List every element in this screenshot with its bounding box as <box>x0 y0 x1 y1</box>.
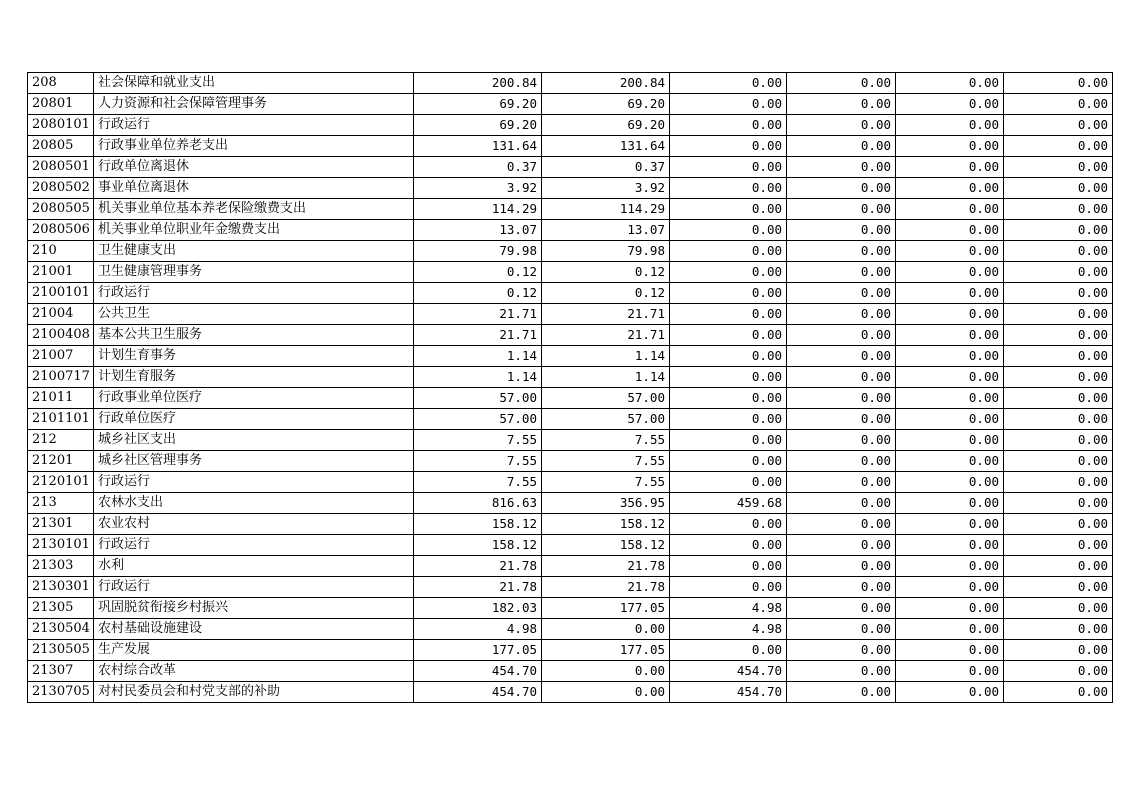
col-5-cell: 0.00 <box>896 304 1004 325</box>
col-5-cell: 0.00 <box>896 556 1004 577</box>
table-row <box>28 388 1113 409</box>
subject-name-cell: 生产发展 <box>94 640 414 661</box>
subject-code-cell: 2080502 <box>28 178 94 199</box>
total-cell: 158.12 <box>414 535 542 556</box>
total-cell: 114.29 <box>414 199 542 220</box>
col-6-cell: 0.00 <box>1004 682 1113 703</box>
table-row <box>28 283 1113 304</box>
subject-code-cell: 21007 <box>28 346 94 367</box>
table-row <box>28 535 1113 556</box>
col-2-cell: 7.55 <box>542 451 670 472</box>
table-row <box>28 115 1113 136</box>
col-6-cell: 0.00 <box>1004 115 1113 136</box>
col-4-cell: 0.00 <box>787 94 896 115</box>
col-2-cell: 57.00 <box>542 409 670 430</box>
col-4-cell: 0.00 <box>787 409 896 430</box>
col-3-cell: 0.00 <box>670 304 787 325</box>
col-6-cell: 0.00 <box>1004 178 1113 199</box>
subject-name-cell: 农村综合改革 <box>94 661 414 682</box>
subject-code-cell: 2080101 <box>28 115 94 136</box>
col-5-cell: 0.00 <box>896 94 1004 115</box>
col-4-cell: 0.00 <box>787 598 896 619</box>
col-4-cell: 0.00 <box>787 199 896 220</box>
col-6-cell: 0.00 <box>1004 325 1113 346</box>
col-3-cell: 0.00 <box>670 535 787 556</box>
subject-code-cell: 2130504 <box>28 619 94 640</box>
subject-code-cell: 20805 <box>28 136 94 157</box>
budget-expenditure-table <box>27 72 1113 703</box>
subject-name-cell: 公共卫生 <box>94 304 414 325</box>
col-3-cell: 0.00 <box>670 73 787 94</box>
col-2-cell: 0.00 <box>542 619 670 640</box>
col-2-cell: 79.98 <box>542 241 670 262</box>
col-2-cell: 200.84 <box>542 73 670 94</box>
subject-name-cell: 计划生育服务 <box>94 367 414 388</box>
table-row <box>28 619 1113 640</box>
col-5-cell: 0.00 <box>896 157 1004 178</box>
col-5-cell: 0.00 <box>896 73 1004 94</box>
total-cell: 79.98 <box>414 241 542 262</box>
subject-name-cell: 巩固脱贫衔接乡村振兴 <box>94 598 414 619</box>
col-6-cell: 0.00 <box>1004 199 1113 220</box>
subject-name-cell: 事业单位离退休 <box>94 178 414 199</box>
total-cell: 21.78 <box>414 556 542 577</box>
col-3-cell: 454.70 <box>670 661 787 682</box>
col-6-cell: 0.00 <box>1004 535 1113 556</box>
total-cell: 21.78 <box>414 577 542 598</box>
subject-code-cell: 21303 <box>28 556 94 577</box>
col-3-cell: 0.00 <box>670 409 787 430</box>
col-2-cell: 57.00 <box>542 388 670 409</box>
col-3-cell: 4.98 <box>670 619 787 640</box>
col-2-cell: 0.00 <box>542 682 670 703</box>
col-2-cell: 69.20 <box>542 115 670 136</box>
total-cell: 3.92 <box>414 178 542 199</box>
col-6-cell: 0.00 <box>1004 577 1113 598</box>
col-4-cell: 0.00 <box>787 577 896 598</box>
col-5-cell: 0.00 <box>896 430 1004 451</box>
col-5-cell: 0.00 <box>896 535 1004 556</box>
subject-name-cell: 卫生健康管理事务 <box>94 262 414 283</box>
col-5-cell: 0.00 <box>896 409 1004 430</box>
table-row <box>28 304 1113 325</box>
col-4-cell: 0.00 <box>787 493 896 514</box>
subject-code-cell: 2130101 <box>28 535 94 556</box>
total-cell: 1.14 <box>414 367 542 388</box>
col-3-cell: 0.00 <box>670 178 787 199</box>
col-4-cell: 0.00 <box>787 304 896 325</box>
col-6-cell: 0.00 <box>1004 136 1113 157</box>
col-2-cell: 21.71 <box>542 304 670 325</box>
col-5-cell: 0.00 <box>896 472 1004 493</box>
total-cell: 7.55 <box>414 430 542 451</box>
col-3-cell: 0.00 <box>670 199 787 220</box>
col-5-cell: 0.00 <box>896 577 1004 598</box>
col-4-cell: 0.00 <box>787 136 896 157</box>
subject-code-cell: 213 <box>28 493 94 514</box>
col-6-cell: 0.00 <box>1004 367 1113 388</box>
table-row <box>28 94 1113 115</box>
subject-name-cell: 行政运行 <box>94 283 414 304</box>
col-3-cell: 4.98 <box>670 598 787 619</box>
subject-code-cell: 21011 <box>28 388 94 409</box>
subject-code-cell: 2101101 <box>28 409 94 430</box>
table-row <box>28 157 1113 178</box>
table-row <box>28 493 1113 514</box>
col-3-cell: 0.00 <box>670 514 787 535</box>
col-6-cell: 0.00 <box>1004 451 1113 472</box>
col-3-cell: 0.00 <box>670 451 787 472</box>
table-row <box>28 178 1113 199</box>
col-3-cell: 0.00 <box>670 136 787 157</box>
col-6-cell: 0.00 <box>1004 619 1113 640</box>
col-2-cell: 177.05 <box>542 640 670 661</box>
total-cell: 21.71 <box>414 325 542 346</box>
col-3-cell: 0.00 <box>670 430 787 451</box>
col-4-cell: 0.00 <box>787 472 896 493</box>
subject-code-cell: 212 <box>28 430 94 451</box>
budget-table-container <box>27 72 1113 703</box>
col-2-cell: 158.12 <box>542 535 670 556</box>
col-5-cell: 0.00 <box>896 115 1004 136</box>
table-row <box>28 262 1113 283</box>
col-4-cell: 0.00 <box>787 535 896 556</box>
total-cell: 0.37 <box>414 157 542 178</box>
col-3-cell: 454.70 <box>670 682 787 703</box>
col-3-cell: 0.00 <box>670 241 787 262</box>
subject-code-cell: 2100408 <box>28 325 94 346</box>
subject-code-cell: 21307 <box>28 661 94 682</box>
subject-name-cell: 行政单位医疗 <box>94 409 414 430</box>
table-row <box>28 409 1113 430</box>
col-3-cell: 0.00 <box>670 388 787 409</box>
subject-name-cell: 社会保障和就业支出 <box>94 73 414 94</box>
col-6-cell: 0.00 <box>1004 304 1113 325</box>
col-4-cell: 0.00 <box>787 262 896 283</box>
subject-code-cell: 208 <box>28 73 94 94</box>
col-6-cell: 0.00 <box>1004 640 1113 661</box>
col-6-cell: 0.00 <box>1004 661 1113 682</box>
col-3-cell: 459.68 <box>670 493 787 514</box>
table-row <box>28 577 1113 598</box>
total-cell: 131.64 <box>414 136 542 157</box>
col-2-cell: 21.78 <box>542 556 670 577</box>
col-3-cell: 0.00 <box>670 283 787 304</box>
table-row <box>28 136 1113 157</box>
table-row <box>28 598 1113 619</box>
subject-name-cell: 人力资源和社会保障管理事务 <box>94 94 414 115</box>
table-row <box>28 514 1113 535</box>
col-4-cell: 0.00 <box>787 73 896 94</box>
col-6-cell: 0.00 <box>1004 472 1113 493</box>
col-4-cell: 0.00 <box>787 325 896 346</box>
col-3-cell: 0.00 <box>670 556 787 577</box>
col-6-cell: 0.00 <box>1004 73 1113 94</box>
table-row <box>28 682 1113 703</box>
col-2-cell: 69.20 <box>542 94 670 115</box>
subject-code-cell: 21004 <box>28 304 94 325</box>
col-3-cell: 0.00 <box>670 472 787 493</box>
table-row <box>28 640 1113 661</box>
col-3-cell: 0.00 <box>670 157 787 178</box>
col-6-cell: 0.00 <box>1004 346 1113 367</box>
col-5-cell: 0.00 <box>896 136 1004 157</box>
table-row <box>28 241 1113 262</box>
col-3-cell: 0.00 <box>670 325 787 346</box>
col-4-cell: 0.00 <box>787 178 896 199</box>
table-row <box>28 451 1113 472</box>
subject-code-cell: 2120101 <box>28 472 94 493</box>
col-4-cell: 0.00 <box>787 157 896 178</box>
table-row <box>28 73 1113 94</box>
subject-name-cell: 行政运行 <box>94 577 414 598</box>
col-5-cell: 0.00 <box>896 241 1004 262</box>
total-cell: 0.12 <box>414 283 542 304</box>
col-4-cell: 0.00 <box>787 661 896 682</box>
col-5-cell: 0.00 <box>896 619 1004 640</box>
col-5-cell: 0.00 <box>896 493 1004 514</box>
col-2-cell: 177.05 <box>542 598 670 619</box>
col-4-cell: 0.00 <box>787 430 896 451</box>
col-2-cell: 21.71 <box>542 325 670 346</box>
col-4-cell: 0.00 <box>787 640 896 661</box>
table-row <box>28 199 1113 220</box>
subject-code-cell: 21301 <box>28 514 94 535</box>
col-5-cell: 0.00 <box>896 199 1004 220</box>
table-row <box>28 220 1113 241</box>
col-4-cell: 0.00 <box>787 115 896 136</box>
subject-code-cell: 210 <box>28 241 94 262</box>
col-6-cell: 0.00 <box>1004 94 1113 115</box>
subject-code-cell: 21305 <box>28 598 94 619</box>
col-6-cell: 0.00 <box>1004 409 1113 430</box>
col-5-cell: 0.00 <box>896 598 1004 619</box>
col-2-cell: 3.92 <box>542 178 670 199</box>
total-cell: 158.12 <box>414 514 542 535</box>
subject-name-cell: 对村民委员会和村党支部的补助 <box>94 682 414 703</box>
col-4-cell: 0.00 <box>787 388 896 409</box>
col-4-cell: 0.00 <box>787 556 896 577</box>
subject-code-cell: 21001 <box>28 262 94 283</box>
col-6-cell: 0.00 <box>1004 556 1113 577</box>
col-2-cell: 158.12 <box>542 514 670 535</box>
total-cell: 57.00 <box>414 409 542 430</box>
col-6-cell: 0.00 <box>1004 283 1113 304</box>
col-5-cell: 0.00 <box>896 388 1004 409</box>
subject-name-cell: 卫生健康支出 <box>94 241 414 262</box>
total-cell: 200.84 <box>414 73 542 94</box>
col-4-cell: 0.00 <box>787 451 896 472</box>
col-6-cell: 0.00 <box>1004 388 1113 409</box>
subject-name-cell: 水利 <box>94 556 414 577</box>
col-5-cell: 0.00 <box>896 325 1004 346</box>
subject-name-cell: 城乡社区管理事务 <box>94 451 414 472</box>
col-5-cell: 0.00 <box>896 346 1004 367</box>
total-cell: 13.07 <box>414 220 542 241</box>
col-5-cell: 0.00 <box>896 682 1004 703</box>
col-6-cell: 0.00 <box>1004 514 1113 535</box>
table-row <box>28 430 1113 451</box>
table-row <box>28 472 1113 493</box>
col-2-cell: 7.55 <box>542 430 670 451</box>
total-cell: 177.05 <box>414 640 542 661</box>
total-cell: 454.70 <box>414 682 542 703</box>
total-cell: 4.98 <box>414 619 542 640</box>
col-2-cell: 0.12 <box>542 262 670 283</box>
col-6-cell: 0.00 <box>1004 493 1113 514</box>
subject-name-cell: 计划生育事务 <box>94 346 414 367</box>
subject-code-cell: 2130705 <box>28 682 94 703</box>
table-row <box>28 325 1113 346</box>
col-2-cell: 0.12 <box>542 283 670 304</box>
total-cell: 454.70 <box>414 661 542 682</box>
subject-code-cell: 2100717 <box>28 367 94 388</box>
col-6-cell: 0.00 <box>1004 262 1113 283</box>
col-5-cell: 0.00 <box>896 220 1004 241</box>
col-3-cell: 0.00 <box>670 367 787 388</box>
subject-code-cell: 21201 <box>28 451 94 472</box>
col-5-cell: 0.00 <box>896 661 1004 682</box>
subject-name-cell: 行政运行 <box>94 472 414 493</box>
col-4-cell: 0.00 <box>787 241 896 262</box>
col-3-cell: 0.00 <box>670 577 787 598</box>
col-4-cell: 0.00 <box>787 682 896 703</box>
subject-code-cell: 2130505 <box>28 640 94 661</box>
col-6-cell: 0.00 <box>1004 220 1113 241</box>
col-6-cell: 0.00 <box>1004 430 1113 451</box>
subject-name-cell: 机关事业单位基本养老保险缴费支出 <box>94 199 414 220</box>
total-cell: 1.14 <box>414 346 542 367</box>
total-cell: 69.20 <box>414 94 542 115</box>
total-cell: 21.71 <box>414 304 542 325</box>
col-3-cell: 0.00 <box>670 262 787 283</box>
col-3-cell: 0.00 <box>670 115 787 136</box>
col-2-cell: 0.00 <box>542 661 670 682</box>
subject-name-cell: 行政事业单位养老支出 <box>94 136 414 157</box>
table-row <box>28 556 1113 577</box>
col-4-cell: 0.00 <box>787 619 896 640</box>
table-row <box>28 346 1113 367</box>
subject-name-cell: 城乡社区支出 <box>94 430 414 451</box>
table-row <box>28 661 1113 682</box>
col-5-cell: 0.00 <box>896 178 1004 199</box>
subject-name-cell: 农林水支出 <box>94 493 414 514</box>
col-2-cell: 1.14 <box>542 367 670 388</box>
total-cell: 7.55 <box>414 472 542 493</box>
col-2-cell: 114.29 <box>542 199 670 220</box>
col-3-cell: 0.00 <box>670 346 787 367</box>
subject-name-cell: 行政单位离退休 <box>94 157 414 178</box>
col-5-cell: 0.00 <box>896 640 1004 661</box>
col-3-cell: 0.00 <box>670 94 787 115</box>
col-5-cell: 0.00 <box>896 514 1004 535</box>
table-row <box>28 367 1113 388</box>
col-6-cell: 0.00 <box>1004 598 1113 619</box>
subject-name-cell: 机关事业单位职业年金缴费支出 <box>94 220 414 241</box>
col-5-cell: 0.00 <box>896 367 1004 388</box>
col-2-cell: 7.55 <box>542 472 670 493</box>
col-5-cell: 0.00 <box>896 283 1004 304</box>
table-body <box>28 73 1113 703</box>
total-cell: 57.00 <box>414 388 542 409</box>
subject-code-cell: 2130301 <box>28 577 94 598</box>
subject-name-cell: 行政运行 <box>94 115 414 136</box>
subject-name-cell: 农业农村 <box>94 514 414 535</box>
col-4-cell: 0.00 <box>787 220 896 241</box>
total-cell: 0.12 <box>414 262 542 283</box>
col-2-cell: 0.37 <box>542 157 670 178</box>
subject-code-cell: 2100101 <box>28 283 94 304</box>
col-5-cell: 0.00 <box>896 262 1004 283</box>
col-5-cell: 0.00 <box>896 451 1004 472</box>
total-cell: 816.63 <box>414 493 542 514</box>
subject-code-cell: 2080501 <box>28 157 94 178</box>
subject-name-cell: 行政运行 <box>94 535 414 556</box>
subject-name-cell: 基本公共卫生服务 <box>94 325 414 346</box>
col-3-cell: 0.00 <box>670 640 787 661</box>
col-6-cell: 0.00 <box>1004 241 1113 262</box>
col-4-cell: 0.00 <box>787 346 896 367</box>
col-3-cell: 0.00 <box>670 220 787 241</box>
col-2-cell: 21.78 <box>542 577 670 598</box>
col-2-cell: 131.64 <box>542 136 670 157</box>
col-2-cell: 1.14 <box>542 346 670 367</box>
subject-name-cell: 行政事业单位医疗 <box>94 388 414 409</box>
subject-code-cell: 2080506 <box>28 220 94 241</box>
col-4-cell: 0.00 <box>787 283 896 304</box>
col-2-cell: 356.95 <box>542 493 670 514</box>
col-4-cell: 0.00 <box>787 514 896 535</box>
col-4-cell: 0.00 <box>787 367 896 388</box>
col-2-cell: 13.07 <box>542 220 670 241</box>
total-cell: 182.03 <box>414 598 542 619</box>
subject-name-cell: 农村基础设施建设 <box>94 619 414 640</box>
subject-code-cell: 2080505 <box>28 199 94 220</box>
col-6-cell: 0.00 <box>1004 157 1113 178</box>
total-cell: 69.20 <box>414 115 542 136</box>
subject-code-cell: 20801 <box>28 94 94 115</box>
total-cell: 7.55 <box>414 451 542 472</box>
